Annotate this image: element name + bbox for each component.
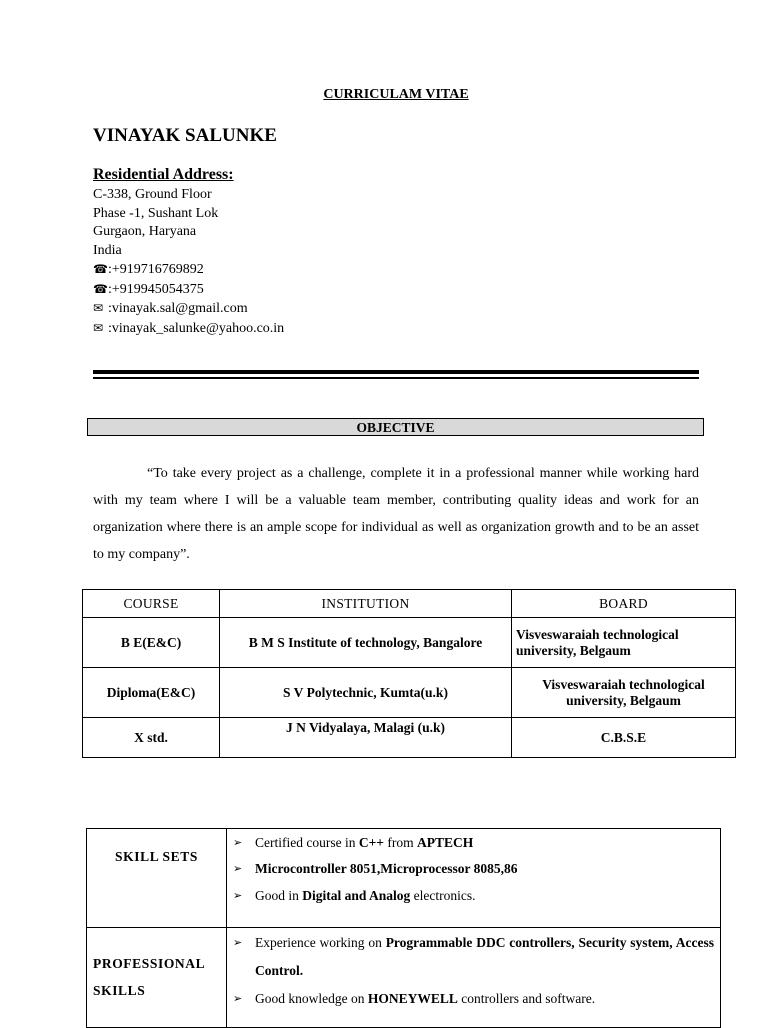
arrow-bullet-icon: ➢ <box>233 889 243 902</box>
header-course: COURSE <box>83 590 220 618</box>
document-title: CURRICULAM VITAE <box>323 87 469 102</box>
list-item: ➢ Good in Digital and Analog electronics. <box>255 882 714 910</box>
board-cell: Visveswaraiah technological university, Belgaum <box>512 668 736 718</box>
skill-sets-content <box>227 829 721 928</box>
header-institution: INSTITUTION <box>220 590 512 618</box>
professional-skills-content <box>227 928 721 1028</box>
arrow-bullet-icon: ➢ <box>233 936 243 949</box>
list-item: ➢ Certified course in C++ from APTECH <box>255 830 714 856</box>
telephone-icon: ☎ <box>93 262 108 276</box>
header-board: BOARD <box>512 590 736 618</box>
email-address[interactable]: :vinayak.sal@gmail.com <box>108 301 248 316</box>
list-item: ➢ Good knowledge on HONEYWELL controllers and software. <box>255 985 714 1013</box>
professional-skills-label: PROFESSIONAL SKILLS <box>87 928 227 1028</box>
board-cell: C.B.S.E <box>512 718 736 758</box>
address-heading: Residential Address: <box>93 166 234 183</box>
divider-thin <box>93 377 699 379</box>
table-row <box>83 668 736 718</box>
skill-sets-row <box>87 829 721 928</box>
list-item: ➢ Microcontroller 8051,Microprocessor 8085,86 <box>255 856 714 882</box>
contact-block <box>93 186 284 338</box>
institution-cell: B M S Institute of technology, Bangalore <box>220 618 512 668</box>
address-line: Phase -1, Sushant Lok <box>93 205 219 221</box>
institution-cell: J N Vidyalaya, Malagi (u.k) <box>220 718 512 758</box>
course-cell: X std. <box>83 718 220 758</box>
board-cell: Visveswaraiah technological university, Belgaum <box>512 618 736 668</box>
address-line: India <box>93 242 122 258</box>
professional-skills-row <box>87 928 721 1028</box>
objective-text: “To take every project as a challenge, complete it in a professional manner while working hard with my team where I will be a valuable team member, contributing quality ideas and work for an organization where there is an ample scope for individual as well as organization growth and to be an asset to my company”. <box>93 466 699 562</box>
table-row <box>83 718 736 758</box>
arrow-bullet-icon: ➢ <box>233 862 243 875</box>
course-cell: Diploma(E&C) <box>83 668 220 718</box>
skill-sets-label: SKILL SETS <box>87 829 227 928</box>
list-item: ➢ Experience working on Programmable DDC controllers, Security system, Access Control. <box>255 929 714 985</box>
email-line <box>93 299 284 319</box>
address-line: Gurgaon, Haryana <box>93 224 197 239</box>
objective-heading: OBJECTIVE <box>87 418 704 436</box>
envelope-icon: ✉ <box>93 320 104 335</box>
phone-number: :+919945054375 <box>108 281 204 297</box>
phone-line <box>93 260 284 280</box>
professional-skills-list <box>227 929 720 1013</box>
phone-number: :+919716769892 <box>108 262 204 277</box>
institution-cell: S V Polytechnic, Kumta(u.k) <box>220 668 512 718</box>
email-address[interactable]: :vinayak_salunke@yahoo.co.in <box>108 320 285 336</box>
skills-table <box>86 828 721 1028</box>
table-row <box>83 618 736 668</box>
arrow-bullet-icon: ➢ <box>233 836 243 849</box>
address-line: C-338, Ground Floor <box>93 187 212 202</box>
table-header-row <box>83 590 736 618</box>
envelope-icon: ✉ <box>93 301 104 315</box>
arrow-bullet-icon: ➢ <box>233 992 243 1005</box>
divider-thick <box>93 370 699 374</box>
phone-line <box>93 280 284 300</box>
education-table <box>82 589 736 758</box>
candidate-name: VINAYAK SALUNKE <box>93 125 277 146</box>
telephone-icon: ☎ <box>93 281 108 296</box>
course-cell: B E(E&C) <box>83 618 220 668</box>
skill-sets-list <box>227 830 720 910</box>
email-line <box>93 319 284 339</box>
